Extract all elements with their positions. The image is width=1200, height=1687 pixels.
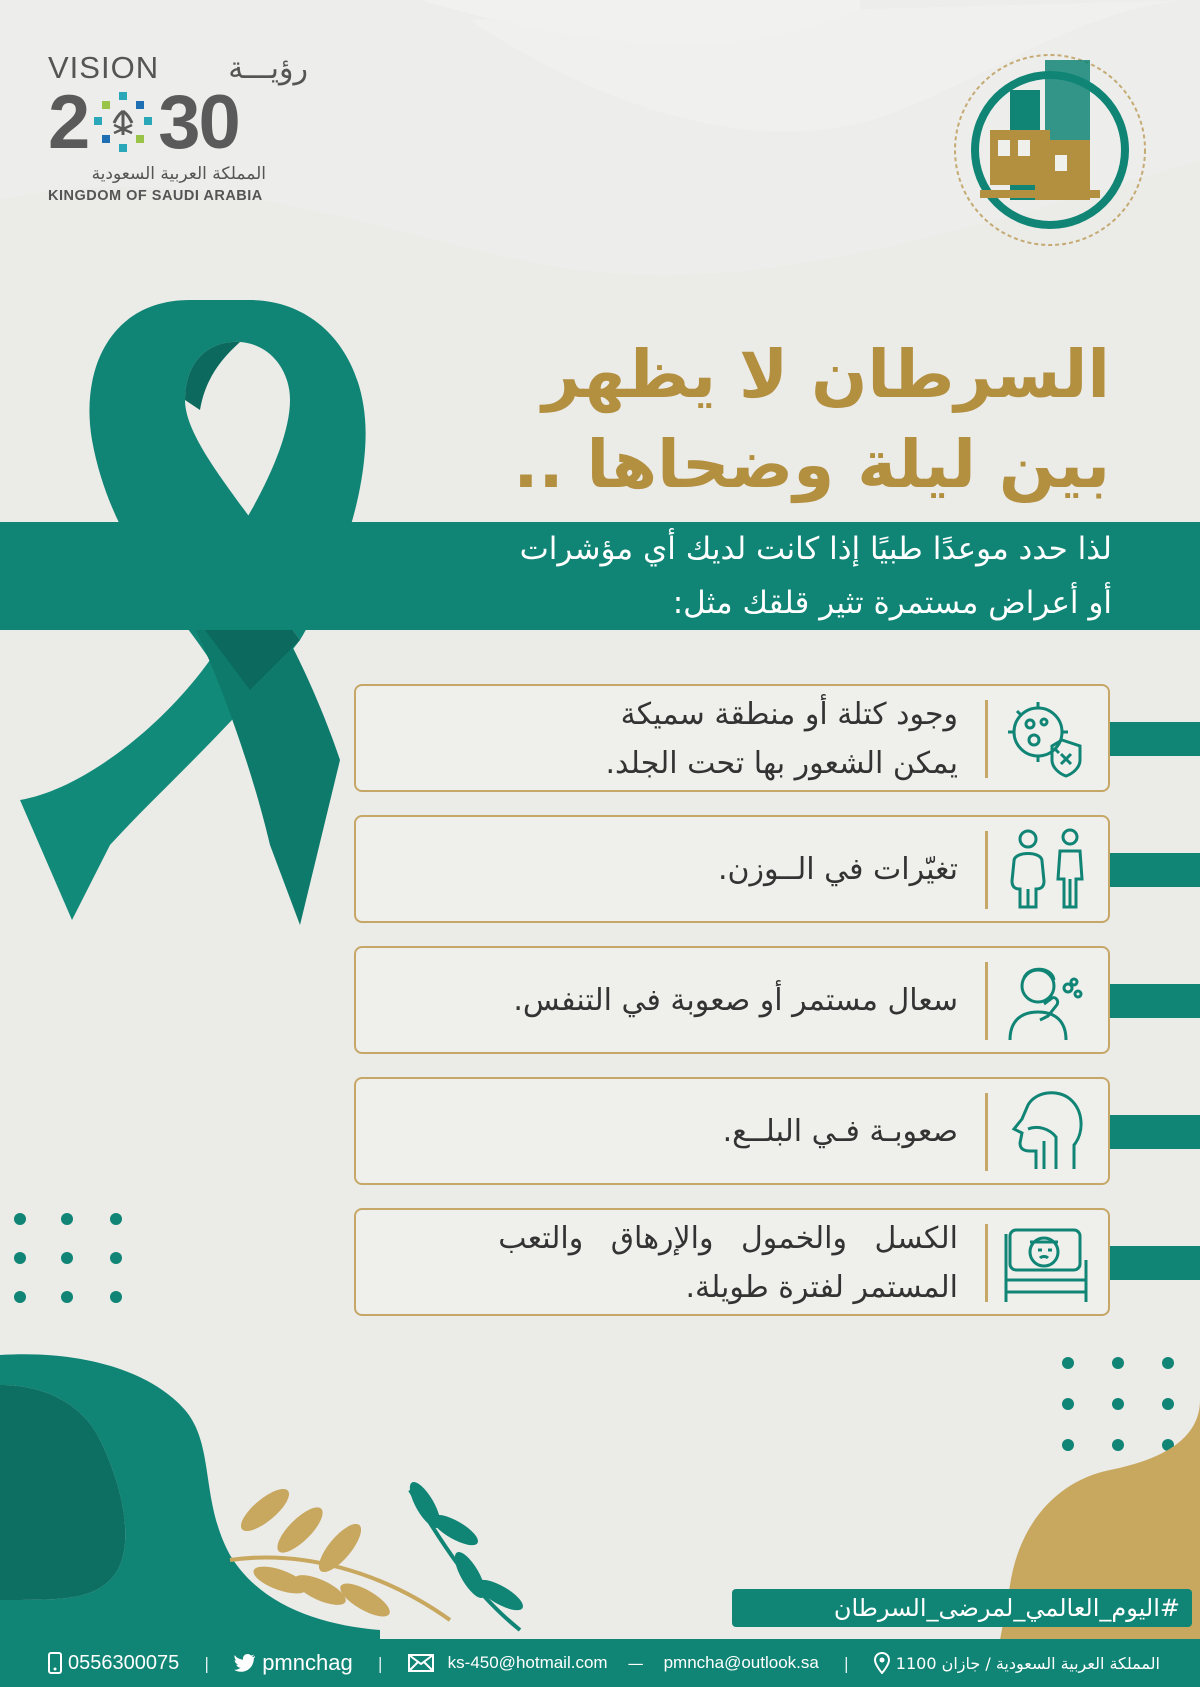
twitter-icon [234,1654,256,1672]
symptom-line-2: المستمر لفترة طويلة. [685,1270,958,1305]
card-bar [1108,722,1200,756]
headline-line-2: بين ليلة وضحاها .. [513,426,1110,503]
separator-dash: — [627,1653,644,1673]
headline-line-1: السرطان لا يظهر [542,336,1110,413]
symptom-text [378,1214,958,1312]
mail-icon [408,1654,434,1672]
card-bar [1108,1246,1200,1280]
twitter-handle: pmnchag [262,1650,353,1675]
symptom-text: سعال مستمر أو صعوبة في التنفس. [513,983,958,1018]
email-hotmail: ks-450@hotmail.com [447,1653,608,1672]
phone-number: 0556300075 [68,1651,180,1674]
symptom-card [354,684,1110,792]
location-pin-icon [874,1652,890,1674]
symptom-card [354,815,1110,923]
symptom-line-2: يمكن الشعور بها تحت الجلد. [605,746,958,781]
symptom-text: تغيّرات في الــوزن. [717,852,958,887]
dot-grid-left [14,1213,122,1303]
vision-word: VISION [48,50,160,85]
address-text: المملكة العربية السعودية / جازان 1100 [895,1653,1160,1673]
kingdom-english: KINGDOM OF SAUDI ARABIA [48,188,263,204]
symptom-text [378,690,958,788]
year-digits-30: 30 [158,79,239,165]
card-bar [1108,1115,1200,1149]
address-contact [874,1652,1160,1674]
kingdom-arabic: المملكة العربية السعودية [91,164,266,184]
coughing-person-icon [1000,958,1092,1042]
phone-contact[interactable] [48,1652,179,1675]
card-divider [985,962,988,1040]
card-divider [985,1224,988,1302]
symptom-line-1: الكسل والخمول والإرهاق والتعب [498,1221,958,1256]
vision-2030-logo [48,50,308,220]
card-divider [985,831,988,909]
email-outlook: pmncha@outlook.sa [663,1653,819,1672]
symptom-card [354,946,1110,1054]
card-bar [1108,853,1200,887]
separator: | [843,1653,849,1673]
body-weight-icon [1000,827,1092,911]
sick-in-bed-icon [1000,1220,1092,1304]
twitter-contact[interactable] [234,1650,353,1676]
throat-profile-icon [1000,1089,1092,1173]
dot-grid-right [1062,1357,1174,1451]
contact-footer [0,1639,1200,1687]
card-divider [985,1093,988,1171]
card-divider [985,700,988,778]
intro-line-2: أو أعراض مستمرة تثير قلقك مثل: [672,585,1112,621]
card-bar [1108,984,1200,1018]
symptom-card [354,1077,1110,1185]
phone-icon [48,1652,62,1674]
year-digit-2: 2 [48,79,89,165]
symptom-line-1: وجود كتلة أو منطقة سميكة [620,697,958,732]
virus-shield-icon [1000,696,1092,780]
hashtag-label: #اليوم_العالمي_لمرضى_السرطان [732,1589,1192,1627]
intro-line-1: لذا حدد موعدًا طبيًا إذا كانت لديك أي مؤشرات [519,531,1112,567]
symptom-card [354,1208,1110,1316]
email-contact[interactable] [408,1653,819,1673]
separator: | [377,1653,383,1673]
separator: | [204,1653,210,1673]
vision-word-arabic: رؤيـــة [228,50,308,86]
intro-text [212,522,1112,630]
symptom-text: صعوبـة فـي البلــع. [722,1114,958,1149]
palm-emblem-icon [90,89,156,155]
headline [350,330,1110,510]
teal-leaves [404,1478,527,1630]
